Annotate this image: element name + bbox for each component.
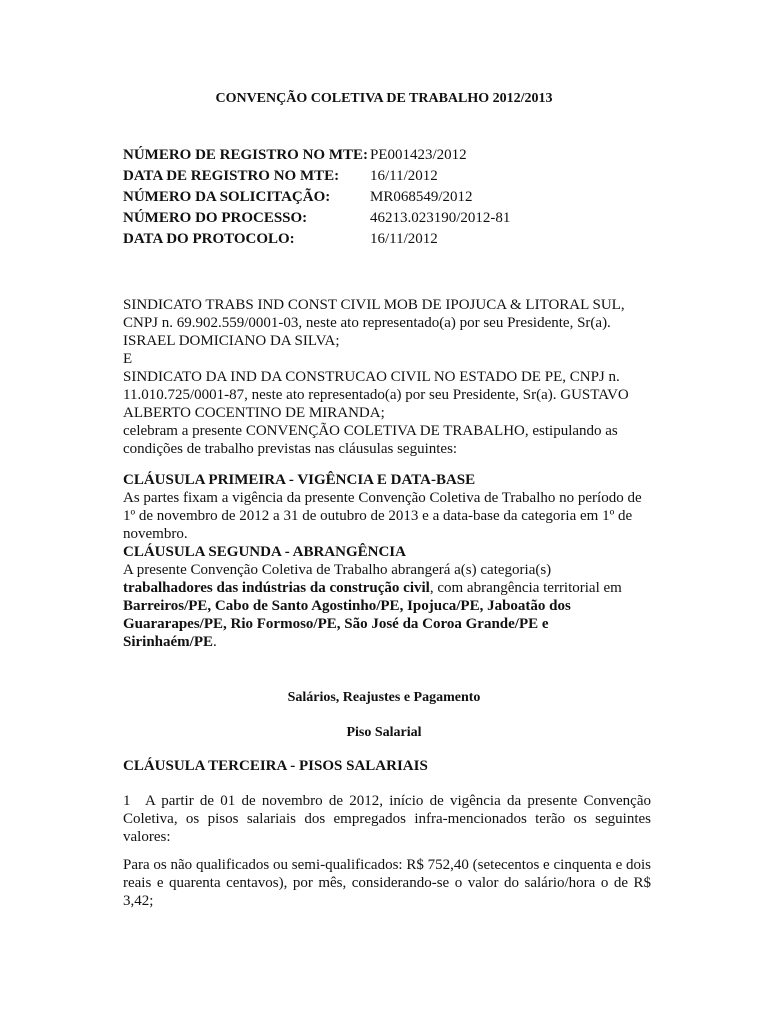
registration-number-label: NÚMERO DE REGISTRO NO MTE: [123,147,369,163]
process-number-value: 46213.023190/2012-81 [370,210,511,226]
parties-line: SINDICATO DA IND DA CONSTRUCAO CIVIL NO ESTADO DE PE, CNPJ n. [123,369,620,385]
clause-2-title: CLÁUSULA SEGUNDA - ABRANGÊNCIA [123,544,406,560]
item-number: 1 [123,793,131,809]
territory-intro: , com abrangência territorial em [429,580,622,596]
clause-3-paragraph-1 [123,792,651,846]
territory-end: . [213,634,217,650]
territory-last: Sirinhaém/PE [123,634,214,650]
registration-number-value: PE001423/2012 [370,147,467,163]
clause-3-paragraph-2: Para os não qualificados ou semi-qualificados: R$ 752,40 (setecentos e cinquenta e dois reais e quarenta centavos), por mês, considerando-se o valor do salário/hora o de R$ 3,42; [123,857,651,909]
clause-1-title: CLÁUSULA PRIMEIRA - VIGÊNCIA E DATA-BASE [123,472,476,488]
request-number-value: MR068549/2012 [370,189,473,205]
parties-line: ALBERTO COCENTINO DE MIRANDA; [123,405,385,421]
clause-3-paragraph-1-text: A partir de 01 de novembro de 2012, início de vigência da presente Convenção Coletiva, os pisos salariais dos empregados infra-mencionados terão os seguintes valores: [123,793,651,845]
territory-line: Guararapes/PE, Rio Formoso/PE, São José da Coroa Grande/PE e [123,616,549,632]
clause-1-line: novembro. [123,526,188,542]
clause-3-title: CLÁUSULA TERCEIRA - PISOS SALARIAIS [123,758,428,774]
subsection-heading: Piso Salarial [346,725,422,740]
category-name: trabalhadores das indústrias da construção civil [123,580,430,596]
process-number-label: NÚMERO DO PROCESSO: [123,210,308,226]
clause-1-line: 1º de novembro de 2012 a 31 de outubro de 2013 e a data-base da categoria em 1º de [123,508,633,524]
parties-line: condições de trabalho previstas nas cláusulas seguintes: [123,441,458,457]
territory-line: Barreiros/PE, Cabo de Santo Agostinho/PE, Ipojuca/PE, Jaboatão dos [123,598,571,614]
parties-line: E [123,351,133,367]
protocol-date-label: DATA DO PROTOCOLO: [123,231,295,247]
parties-line: 11.010.725/0001-87, neste ato representado(a) por seu Presidente, Sr(a). GUSTAVO [123,387,629,403]
section-heading: Salários, Reajustes e Pagamento [287,690,481,705]
document-title: CONVENÇÃO COLETIVA DE TRABALHO 2012/2013 [215,91,553,106]
registration-date-value: 16/11/2012 [370,168,438,184]
parties-line: SINDICATO TRABS IND CONST CIVIL MOB DE IPOJUCA & LITORAL SUL, [123,297,625,313]
territory-line [123,633,653,651]
parties-line: CNPJ n. 69.902.559/0001-03, neste ato representado(a) por seu Presidente, Sr(a). [123,315,611,331]
parties-line: celebram a presente CONVENÇÃO COLETIVA DE TRABALHO, estipulando as [123,423,618,439]
parties-line: ISRAEL DOMICIANO DA SILVA; [123,333,340,349]
clause-1-line: As partes fixam a vigência da presente Convenção Coletiva de Trabalho no período de [123,490,642,506]
clauses-block [123,471,653,651]
clause-2-line [123,579,653,597]
registration-date-label: DATA DE REGISTRO NO MTE: [123,168,340,184]
clause-2-line: A presente Convenção Coletiva de Trabalho abrangerá a(s) categoria(s) [123,562,552,578]
protocol-date-value: 16/11/2012 [370,231,438,247]
parties-paragraph [123,296,653,458]
request-number-label: NÚMERO DA SOLICITAÇÃO: [123,189,331,205]
